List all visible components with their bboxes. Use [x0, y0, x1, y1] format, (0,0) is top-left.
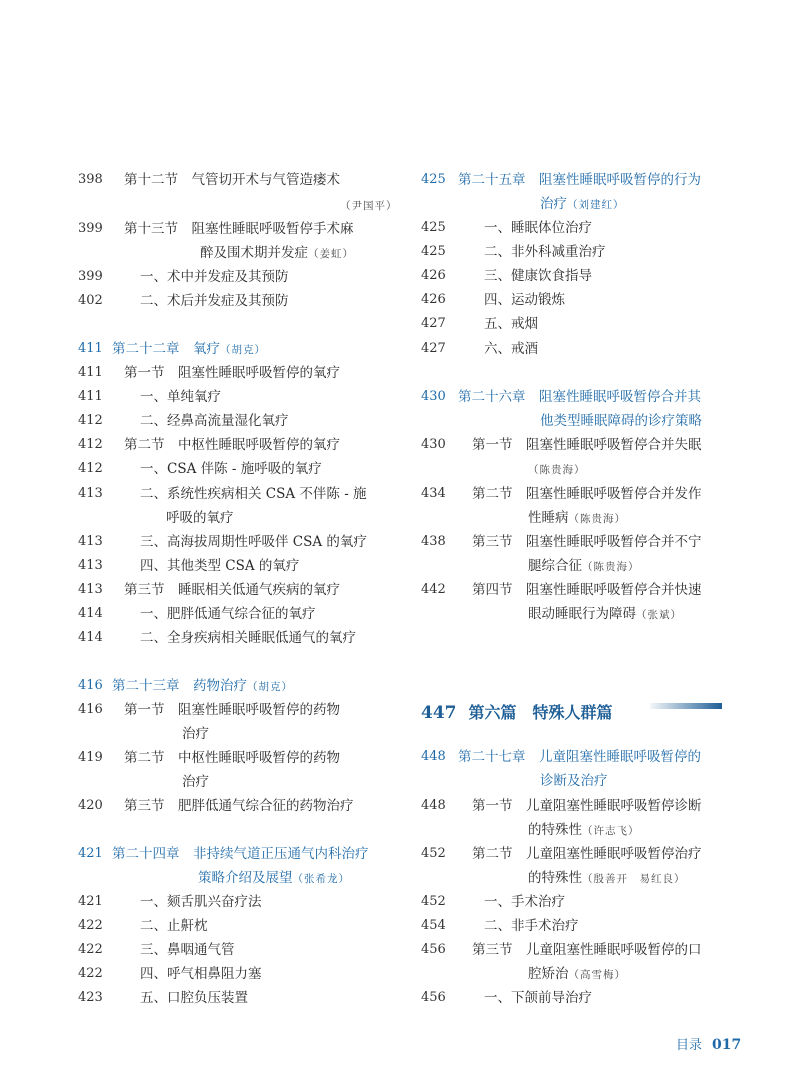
toc-entry-title: 五、戒烟 — [484, 316, 538, 332]
toc-page-number: 399 — [78, 269, 103, 284]
toc-entry[interactable] — [472, 842, 702, 866]
toc-page-number: 416 — [78, 678, 103, 693]
toc-entry-title: 一、下颌前导治疗 — [484, 990, 592, 1006]
toc-entry-author: （高雪梅） — [568, 969, 626, 981]
toc-page-number: 427 — [421, 316, 446, 331]
toc-entry-title: 策略介绍及展望 — [198, 870, 293, 886]
toc-page-number: 420 — [78, 798, 103, 813]
page-footer — [676, 1034, 741, 1053]
toc-page-number: 422 — [78, 966, 103, 981]
toc-entry-title: 第二十六章 阻塞性睡眠呼吸暂停合并其 — [458, 389, 701, 405]
toc-entry-author: （张希龙） — [292, 873, 350, 885]
toc-entry-title: 治疗 — [540, 196, 567, 212]
toc-entry-title: 一、单纯氧疗 — [140, 389, 221, 405]
toc-entry-title: 二、非外科减重治疗 — [484, 244, 606, 260]
toc-entry-title: 第十二节 气管切开术与气管造瘘术 — [124, 172, 340, 188]
toc-entry-title: 五、口腔负压装置 — [140, 990, 248, 1006]
toc-entry-title: 一、睡眠体位治疗 — [484, 220, 592, 236]
toc-entry-title: 四、呼气相鼻阻力塞 — [140, 966, 262, 982]
toc-entry-title: 呼吸的氧疗 — [166, 510, 234, 526]
toc-page-number: 426 — [421, 268, 446, 283]
toc-entry[interactable] — [484, 216, 592, 240]
toc-entry-author: （尹国平） — [340, 200, 398, 212]
toc-page-number: 413 — [78, 558, 103, 573]
toc-entry-author: （胡克） — [220, 344, 266, 356]
toc-entry-title: 的特殊性 — [528, 870, 582, 886]
toc-page-number: 425 — [421, 244, 446, 259]
toc-entry-title: 第二十四章 非持续气道正压通气内科治疗 — [112, 846, 369, 862]
toc-page-number: 414 — [78, 630, 103, 645]
toc-entry[interactable] — [484, 890, 565, 914]
toc-entry-title: 一、肥胖低通气综合征的氧疗 — [140, 606, 316, 622]
toc-entry-title: 二、经鼻高流量湿化氧疗 — [140, 413, 289, 429]
toc-entry-title: 性睡病 — [528, 510, 569, 526]
toc-page-number: 430 — [421, 389, 446, 404]
toc-entry[interactable] — [528, 866, 686, 890]
toc-page-number: 448 — [421, 749, 446, 764]
toc-entry-author: （姜虹） — [308, 248, 354, 260]
toc-page-number: 411 — [78, 341, 103, 356]
toc-entry-title: 二、术后并发症及其预防 — [140, 293, 289, 309]
toc-entry-title: 第二十七章 儿童阻塞性睡眠呼吸暂停的 — [458, 749, 701, 765]
toc-entry[interactable] — [472, 578, 702, 602]
toc-entry-title: 第一节 阻塞性睡眠呼吸暂停合并失眠 — [472, 437, 702, 453]
part-heading-bar — [650, 703, 722, 709]
toc-page-number: 452 — [421, 894, 446, 909]
toc-entry-title: 四、其他类型 CSA 的氧疗 — [140, 558, 300, 574]
footer-page-number: 017 — [712, 1037, 742, 1053]
toc-entry-title: 三、健康饮食指导 — [484, 268, 592, 284]
toc-page-number: 416 — [78, 702, 103, 717]
toc-entry-title: 第三节 肥胖低通气综合征的药物治疗 — [124, 798, 354, 814]
toc-entry-title: 第二十三章 药物治疗 — [112, 678, 247, 694]
toc-chapter-entry[interactable] — [458, 745, 701, 769]
toc-entry-title: 一、术中并发症及其预防 — [140, 269, 289, 285]
toc-page-number: 419 — [78, 750, 103, 765]
toc-entry-author: （殷善开 易红良） — [582, 873, 686, 885]
toc-entry[interactable] — [484, 986, 592, 1010]
toc-entry-title: 一、CSA 伴陈 - 施呼吸的氧疗 — [140, 461, 322, 477]
toc-page-number: 438 — [421, 534, 446, 549]
toc-entry-title: 醉及围术期并发症 — [200, 245, 308, 261]
toc-page-number: 456 — [421, 990, 446, 1005]
toc-entry-title: 二、非手术治疗 — [484, 918, 579, 934]
toc-entry[interactable] — [472, 482, 702, 506]
toc-entry-author: （陈贵海） — [568, 513, 626, 525]
part-title: 第六篇 特殊人群篇 — [468, 703, 613, 722]
toc-entry-author: （刘建红） — [567, 199, 625, 211]
toc-page-number: 434 — [421, 486, 446, 501]
toc-chapter-entry[interactable] — [540, 409, 702, 433]
toc-page-number: 421 — [78, 894, 103, 909]
toc-entry-title: 腔矫治 — [528, 966, 569, 982]
toc-page-number: 422 — [78, 942, 103, 957]
toc-entry[interactable] — [484, 914, 579, 938]
toc-page-number: 426 — [421, 292, 446, 307]
toc-page-number: 412 — [78, 461, 103, 476]
toc-entry-title: 第二节 阻塞性睡眠呼吸暂停合并发作 — [472, 486, 702, 502]
part-heading[interactable] — [421, 698, 613, 728]
toc-page-number: 425 — [421, 220, 446, 235]
toc-page-number: 452 — [421, 846, 446, 861]
toc-page-number: 414 — [78, 606, 103, 621]
toc-entry-title: 他类型睡眠障碍的诊疗策略 — [540, 413, 702, 429]
toc-entry[interactable] — [528, 602, 682, 626]
toc-chapter-entry[interactable] — [540, 769, 608, 793]
toc-entry-title: 第二节 儿童阻塞性睡眠呼吸暂停治疗 — [472, 846, 702, 862]
toc-entry-title: 第二十二章 氧疗 — [112, 341, 220, 357]
toc-page-number: 399 — [78, 221, 103, 236]
toc-chapter-entry[interactable] — [458, 385, 701, 409]
toc-entry[interactable] — [484, 264, 592, 288]
toc-entry-title: 治疗 — [182, 774, 209, 790]
part-page-number: 447 — [421, 703, 457, 723]
toc-entry[interactable] — [528, 506, 626, 530]
toc-entry-title: 的特殊性 — [528, 822, 582, 838]
toc-entry-title: 六、戒酒 — [484, 341, 538, 357]
toc-page-number: 427 — [421, 341, 446, 356]
toc-page-number: 413 — [78, 486, 103, 501]
toc-entry-title: 二、系统性疾病相关 CSA 不伴陈 - 施 — [140, 486, 367, 502]
toc-entry-title: 诊断及治疗 — [540, 773, 608, 789]
toc-entry[interactable] — [484, 240, 606, 264]
toc-entry-title: 第十三节 阻塞性睡眠呼吸暂停手术麻 — [124, 221, 354, 237]
toc-page-number: 411 — [78, 365, 103, 380]
toc-entry-title: 第二节 中枢性睡眠呼吸暂停的药物 — [124, 750, 340, 766]
toc-page-number: 412 — [78, 437, 103, 452]
toc-entry[interactable] — [472, 433, 702, 457]
toc-entry[interactable] — [484, 312, 538, 336]
toc-entry[interactable] — [484, 288, 565, 312]
toc-entry[interactable] — [472, 938, 702, 962]
toc-chapter-entry[interactable] — [540, 192, 625, 216]
toc-entry-title: 治疗 — [182, 726, 209, 742]
footer-label: 目录 — [676, 1038, 703, 1053]
toc-entry[interactable] — [472, 794, 702, 818]
toc-entry-title: 第四节 阻塞性睡眠呼吸暂停合并快速 — [472, 582, 702, 598]
toc-entry-author: （许志飞） — [582, 825, 640, 837]
toc-entry-title: 一、颏舌肌兴奋疗法 — [140, 894, 262, 910]
toc-entry-title: 四、运动锻炼 — [484, 292, 565, 308]
toc-page-number: 454 — [421, 918, 446, 933]
toc-entry[interactable] — [528, 818, 640, 842]
toc-entry-title: 第一节 阻塞性睡眠呼吸暂停的药物 — [124, 702, 340, 718]
toc-entry-title: 一、手术治疗 — [484, 894, 565, 910]
toc-entry-author: （陈贵海） — [528, 464, 586, 476]
toc-entry-title: 第二节 中枢性睡眠呼吸暂停的氧疗 — [124, 437, 340, 453]
toc-page-number: 425 — [421, 172, 446, 187]
toc-entry[interactable] — [484, 337, 538, 361]
toc-entry-title: 腿综合征 — [528, 558, 582, 574]
toc-entry-author: （胡克） — [247, 681, 293, 693]
toc-entry-title: 第二十五章 阻塞性睡眠呼吸暂停的行为 — [458, 172, 701, 188]
toc-page-number: 398 — [78, 172, 103, 187]
toc-page-number: 423 — [78, 990, 103, 1005]
toc-entry-title: 第一节 儿童阻塞性睡眠呼吸暂停诊断 — [472, 798, 702, 814]
toc-entry-author: （陈贵海） — [582, 561, 640, 573]
toc-entry-author: （张斌） — [636, 609, 682, 621]
toc-entry-title: 第三节 儿童阻塞性睡眠呼吸暂停的口 — [472, 942, 702, 958]
toc-entry-title: 三、高海拔周期性呼吸伴 CSA 的氧疗 — [140, 534, 367, 550]
toc-entry[interactable] — [528, 554, 640, 578]
toc-entry-title: 二、止鼾枕 — [140, 918, 208, 934]
toc-entry-title: 第三节 阻塞性睡眠呼吸暂停合并不宁 — [472, 534, 702, 550]
toc-page-number: 411 — [78, 389, 103, 404]
toc-page-number: 442 — [421, 582, 446, 597]
toc-entry-title: 第一节 阻塞性睡眠呼吸暂停的氧疗 — [124, 365, 340, 381]
toc-entry[interactable] — [528, 457, 586, 481]
toc-page-number: 413 — [78, 582, 103, 597]
toc-page-number: 413 — [78, 534, 103, 549]
toc-entry-title: 二、全身疾病相关睡眠低通气的氧疗 — [140, 630, 356, 646]
toc-entry-title: 三、鼻咽通气管 — [140, 942, 235, 958]
toc-page-number: 448 — [421, 798, 446, 813]
toc-page-number: 422 — [78, 918, 103, 933]
toc-entry[interactable] — [472, 530, 702, 554]
toc-chapter-entry[interactable] — [458, 168, 701, 192]
toc-entry-title: 第三节 睡眠相关低通气疾病的氧疗 — [124, 582, 340, 598]
toc-page-number: 421 — [78, 846, 103, 861]
toc-page-number: 456 — [421, 942, 446, 957]
toc-page-number: 402 — [78, 293, 103, 308]
toc-entry-title: 眼动睡眠行为障碍 — [528, 606, 636, 622]
toc-entry[interactable] — [528, 962, 626, 986]
toc-page-number: 430 — [421, 437, 446, 452]
toc-page-number: 412 — [78, 413, 103, 428]
